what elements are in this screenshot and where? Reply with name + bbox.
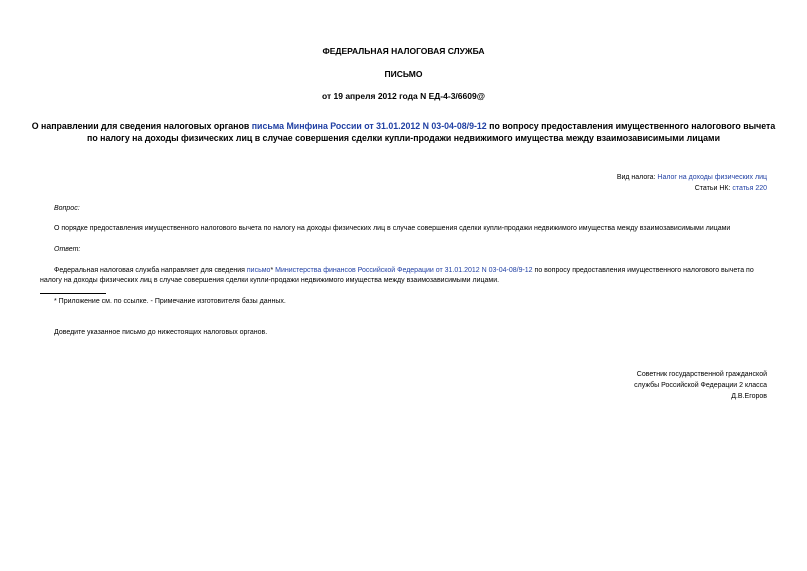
ministry-letter-link[interactable]: Министерства финансов Российской Федерации от 31.01.2012 N 03-04-08/9-12 [275, 267, 533, 274]
minfin-letter-link[interactable]: письма Минфина России от 31.01.2012 N 03-04-08/9-12 [251, 121, 487, 131]
document-subject [30, 120, 777, 144]
signatory-title-line2: службы Российской Федерации 2 класса [634, 382, 767, 389]
signature-block [634, 369, 767, 402]
subject-text-end: по вопросу предоставления имущественного налогового вычета по налогу на доходы физических лиц в случае совершения сделки купли-продажи недвижимого имущества между взаимозависимыми лицами [87, 121, 776, 143]
footnote-text: * Приложение см. по ссылке. - Примечание изготовителя базы данных. [54, 298, 286, 305]
tax-code-row [617, 183, 767, 194]
closing-instruction: Доведите указанное письмо до нижестоящих налоговых органов. [54, 329, 268, 336]
footnote-marker: * [270, 267, 276, 274]
tax-code-label: Статьи НК: [694, 185, 733, 192]
document-type: ПИСЬМО [384, 69, 423, 79]
tax-code-article-link[interactable]: статья 220 [732, 185, 767, 192]
letter-link[interactable]: письмо [246, 267, 271, 274]
issuing-authority: ФЕДЕРАЛЬНАЯ НАЛОГОВАЯ СЛУЖБА [322, 46, 485, 56]
answer-label: Ответ: [54, 246, 81, 253]
signatory-title-line1: Советник государственной гражданской [636, 371, 767, 378]
tax-type-link[interactable]: Налог на доходы физических лиц [657, 174, 767, 181]
signatory-name: Д.В.Егоров [731, 393, 767, 400]
answer-text-end: по вопросу предоставления имущественного налогового вычета по налогу на доходы физических лиц в случае совершения сделки купли-продажи недвижимого имущества между взаимозависимыми лицами. [40, 267, 754, 284]
question-text: О порядке предоставления имущественного налогового вычета по налогу на доходы физических лиц в случае совершения сделки купли-продажи недвижимого имущества между взаимозависимыми лицами [54, 225, 731, 232]
footnote-divider [40, 293, 106, 294]
tax-type-label: Вид налога: [616, 174, 658, 181]
subject-text-start: О направлении для сведения налоговых органов [31, 121, 252, 131]
document-number-date: от 19 апреля 2012 года N ЕД-4-3/6609@ [322, 91, 485, 101]
tax-type-row [617, 172, 767, 183]
question-label: Вопрос: [54, 205, 80, 212]
answer-text-start: Федеральная налоговая служба направляет для сведения [54, 267, 247, 274]
document-metadata [617, 172, 767, 194]
answer-text [40, 266, 768, 286]
